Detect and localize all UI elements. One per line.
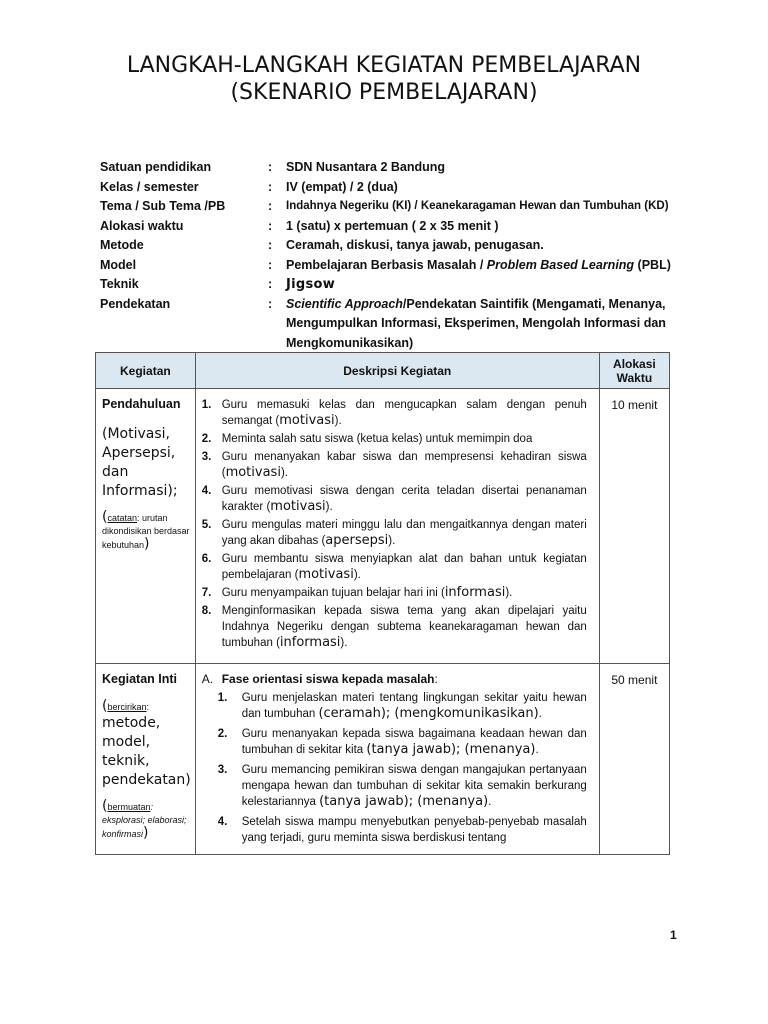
list-item: [218, 726, 587, 758]
meta-row-tema: [100, 197, 700, 217]
step-tag: motivasi: [270, 499, 326, 514]
step-text: [222, 397, 587, 429]
phase-colon: :: [434, 672, 438, 686]
title-line-1: LANGKAH-LANGKAH KEGIATAN PEMBELAJARAN: [126, 53, 642, 78]
inti-cell: [96, 664, 196, 855]
step-number: 1.: [217, 692, 228, 704]
step-body: Guru memancing pemikiran siswa dengan mangajukan pertanyaan mengapa hewan dan tumbuhan di sekitar kita semakin berkurang kelestariannya: [241, 764, 587, 808]
note-label: catatan: [107, 513, 137, 523]
meta-key: Alokasi waktu: [100, 218, 184, 233]
step-body: Guru menyampaikan tujuan belajar hari ini (: [221, 587, 445, 599]
list-item: [200, 585, 587, 601]
keywords-text: metode, model, teknik, pendekatan: [102, 715, 186, 788]
step-end: ).: [353, 569, 361, 581]
meta-row-kelas: [100, 178, 700, 198]
step-tag: informasi: [279, 635, 341, 650]
step-list: [196, 688, 599, 854]
meta-colon: :: [268, 277, 273, 291]
time-allocation: 10 menit: [599, 389, 669, 664]
note-text: : urutan dikondisikan berdasar kebutuhan: [102, 513, 190, 550]
ciri-label: bercirikan: [107, 702, 147, 712]
step-number: 7.: [201, 587, 212, 599]
step-tag: motivasi: [279, 413, 335, 428]
meta-value: SDN Nusantara 2 Bandung: [286, 160, 446, 174]
meta-value: [286, 256, 700, 276]
meta-value: Indahnya Negeriku (KI) / Keanekaragaman Hewan dan Tumbuhan (KD): [286, 200, 669, 212]
step-end: ).: [334, 415, 342, 427]
ciri-text: :: [146, 702, 149, 712]
step-number: 1.: [201, 399, 212, 411]
meta-row-alokasi: [100, 217, 700, 237]
meta-value: Jigsow: [286, 277, 336, 292]
step-text: [242, 726, 587, 758]
section-keywords: metode, model, teknik, pendekatan): [102, 715, 191, 788]
step-body: Guru menanyakan kabar siswa dan mempresensi kehadiran siswa (: [221, 451, 587, 479]
pendekatan-italic: Scientific Approach: [286, 296, 403, 311]
list-item: [200, 483, 587, 515]
meta-colon: :: [268, 179, 273, 194]
step-tag: motivasi: [225, 465, 281, 480]
meta-colon: :: [268, 257, 273, 272]
step-text: [242, 814, 587, 846]
meta-row-teknik: [100, 275, 700, 295]
meta-value: IV (empat) / 2 (dua): [286, 179, 398, 194]
muat-text: : eksplorasi; elaborasi; konfirmasi: [102, 802, 187, 839]
list-item: [200, 551, 587, 583]
step-tag: (ceramah); (mengkomunikasikan): [318, 706, 539, 721]
step-list: [196, 389, 599, 663]
phase-number: A.: [201, 672, 214, 686]
step-end: ).: [340, 637, 348, 649]
list-item: [200, 431, 587, 447]
keywords-text: Motivasi, Apersepsi, dan Informasi: [102, 426, 176, 499]
section-title: Pendahuluan: [102, 397, 181, 411]
document-title: [0, 52, 768, 106]
list-item: [200, 603, 587, 651]
meta-key: Model: [100, 257, 137, 272]
meta-key: Satuan pendidikan: [100, 160, 212, 174]
table-row: [96, 664, 670, 855]
step-number: 4.: [217, 816, 228, 828]
section-characteristic-label: (bercirikan:: [102, 698, 149, 714]
meta-key: Pendekatan: [100, 296, 171, 311]
model-abbr: (PBL): [634, 257, 671, 272]
list-item: [200, 517, 587, 549]
title-line-2: (SKENARIO PEMBELAJARAN): [230, 80, 538, 105]
model-italic: Problem Based Learning: [486, 257, 635, 272]
activity-table: [95, 352, 670, 855]
time-allocation: 50 menit: [599, 664, 669, 855]
step-end: .: [535, 744, 539, 756]
meta-key: Kelas / semester: [100, 179, 199, 194]
step-text: [222, 517, 587, 549]
step-tag: motivasi: [298, 567, 354, 582]
step-number: 6.: [201, 553, 212, 565]
meta-colon: :: [268, 199, 273, 213]
step-end: ).: [280, 467, 288, 479]
step-number: 5.: [201, 519, 212, 531]
page-number: 1: [670, 928, 677, 942]
step-text: [242, 690, 587, 722]
section-note: (catatan: urutan dikondisikan berdasar kebutuhan): [102, 509, 190, 552]
step-number: 4.: [201, 485, 212, 497]
step-body: Guru menjelaskan materi tentang lingkungan sekitar yaitu hewan dan tumbuhan: [241, 692, 587, 720]
meta-colon: :: [268, 160, 273, 174]
step-tag: (tanya jawab); (menanya): [319, 794, 489, 809]
step-body: Meminta salah satu siswa (ketua kelas) untuk memimpin doa: [221, 433, 533, 445]
meta-key: Metode: [100, 238, 144, 252]
step-end: .: [488, 796, 492, 808]
header-deskripsi: Deskripsi Kegiatan: [195, 353, 599, 389]
section-keywords: (Motivasi, Apersepsi, dan Informasi);: [102, 426, 178, 499]
step-text: [222, 449, 587, 481]
section-note: (bermuatan: eksplorasi; elaborasi; konfirmasi): [102, 798, 187, 841]
meta-row-model: [100, 256, 700, 276]
step-body: Guru memotivasi siswa dengan cerita teladan disertai penanaman karakter (: [221, 485, 587, 513]
meta-row-satuan: [100, 158, 700, 178]
step-body: Guru menanyakan kepada siswa bagaimana keadaan hewan dan tumbuhan di sekitar kita: [241, 728, 587, 756]
identity-block: [100, 158, 700, 353]
list-item: [218, 690, 587, 722]
list-item: [200, 449, 587, 481]
table-header-row: [96, 353, 670, 389]
step-text: [222, 603, 587, 651]
step-body: Menginformasikan kepada siswa tema yang akan dipelajari yaitu Indahnya Negeriku dengan subtema keanekaragaman hewan dan tumbuhan (: [221, 605, 587, 649]
step-number: 2.: [217, 728, 228, 740]
step-end: ).: [388, 535, 396, 547]
list-item: [218, 814, 587, 846]
list-item: [200, 397, 587, 429]
step-number: 3.: [201, 451, 212, 463]
model-text: Pembelajaran Berbasis Masalah /: [286, 257, 487, 272]
step-text: [242, 762, 587, 810]
header-alokasi: Alokasi Waktu: [599, 353, 669, 389]
meta-value: 1 (satu) x pertemuan ( 2 x 35 menit ): [286, 218, 499, 233]
meta-row-metode: [100, 236, 700, 256]
inti-steps-cell: [195, 664, 599, 855]
step-body: Setelah siswa mampu menyebutkan penyebab-penyebab masalah yang terjadi, guru meminta siswa berdiskusi tentang: [241, 816, 587, 844]
step-tag: (tanya jawab); (menanya): [366, 742, 536, 757]
step-body: Guru memasuki kelas dan mengucapkan salam dengan penuh semangat (: [221, 399, 587, 427]
step-text: [222, 483, 587, 515]
step-text: [222, 431, 587, 447]
phase-title-text: Fase orientasi siswa kepada masalah: [221, 672, 435, 686]
step-end: .: [538, 708, 542, 720]
step-end: ).: [505, 587, 513, 599]
list-item: [218, 762, 587, 810]
step-tag: informasi: [444, 585, 506, 600]
section-title: Kegiatan Inti: [102, 672, 178, 686]
pendahuluan-steps-cell: [195, 389, 599, 664]
step-number: 3.: [217, 764, 228, 776]
meta-key: Tema / Sub Tema /PB: [100, 199, 226, 213]
step-text: [222, 585, 587, 601]
muat-label: bermuatan: [107, 802, 151, 812]
step-text: [222, 551, 587, 583]
step-tag: apersepsi: [325, 533, 389, 548]
header-kegiatan: Kegiatan: [96, 353, 196, 389]
phase-heading: [196, 664, 599, 688]
step-body: Guru membantu siswa menyiapkan alat dan bahan untuk kegiatan pembelajaran (: [221, 553, 587, 581]
table-row: [96, 389, 670, 664]
pendahuluan-cell: [96, 389, 196, 664]
phase-title: [222, 672, 438, 686]
step-number: 2.: [201, 433, 212, 445]
meta-row-pendekatan: [100, 295, 700, 354]
meta-value: [286, 295, 700, 354]
pendekatan-text: /Pendekatan Saintifik (Mengamati, Menanya, Mengumpulkan Informasi, Eksperimen, Mengolah Informasi dan Mengkomunikasikan): [286, 296, 666, 350]
meta-key: Teknik: [100, 277, 139, 291]
meta-value: Ceramah, diskusi, tanya jawab, penugasan.: [286, 238, 544, 252]
meta-colon: :: [268, 296, 273, 311]
meta-colon: :: [268, 218, 273, 233]
meta-colon: :: [268, 238, 273, 252]
step-number: 8.: [201, 605, 212, 617]
step-body: Guru mengulas materi minggu lalu dan mengaitkannya dengan materi yang akan dibahas (: [221, 519, 587, 547]
step-end: ).: [325, 501, 333, 513]
